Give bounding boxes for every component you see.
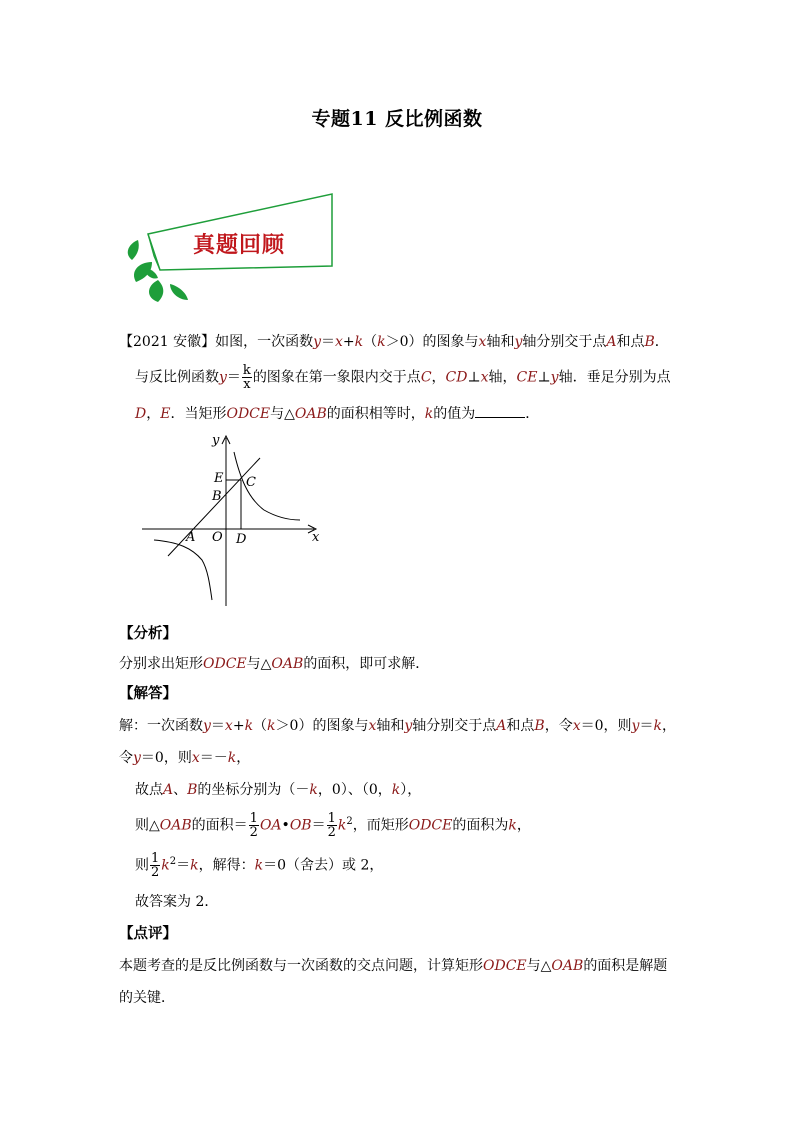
label-B: B — [212, 489, 222, 504]
analysis-header: 【分析】 — [119, 625, 177, 642]
text-span: 解：一次函数 — [119, 718, 203, 734]
fraction-k-over-x — [242, 364, 252, 391]
var-y: y — [404, 718, 413, 734]
fraction-denominator: 2 — [249, 825, 258, 841]
text-span: ， — [431, 369, 446, 386]
point-B: B — [644, 334, 655, 350]
var-k: k — [354, 334, 364, 350]
fraction-numerator: k — [242, 363, 251, 378]
text-span: 的坐标分别为（－ — [197, 782, 310, 798]
text-span: ＝0，则 — [140, 750, 192, 766]
text-span: 轴分别交于点 — [412, 718, 497, 734]
var-x: x — [368, 718, 377, 734]
var-x: x — [224, 718, 233, 734]
point-B: B — [187, 782, 198, 798]
problem-line-3 — [135, 404, 539, 424]
problem-line-1 — [119, 332, 669, 352]
var-x: x — [191, 750, 200, 766]
point-E: E — [160, 406, 171, 422]
text-span: ＝0，则 — [580, 718, 632, 734]
point-C: C — [420, 369, 432, 386]
var-y: y — [550, 369, 559, 386]
text-span: ⊥ — [537, 369, 551, 386]
banner-text: 真题回顾 — [193, 232, 286, 258]
solution-line-2 — [119, 748, 250, 768]
text-span: ． — [525, 406, 540, 422]
text-span: （ — [253, 718, 268, 734]
answer-blank — [475, 404, 525, 418]
rect-ODCE: ODCE — [226, 406, 271, 422]
var-x: x — [572, 718, 581, 734]
var-k: k — [190, 857, 199, 874]
var-y: y — [514, 334, 523, 350]
analysis-text — [119, 654, 429, 674]
segment-CD: CD — [445, 369, 468, 386]
point-A: A — [163, 782, 174, 798]
var-x: x — [478, 334, 487, 350]
var-x: x — [480, 369, 489, 386]
hyperbola-branch-1 — [234, 452, 300, 520]
text-span: ， — [661, 718, 676, 734]
var-k: k — [377, 334, 386, 350]
text-span: 与△ — [270, 406, 295, 422]
text-span: ＞0）的图象与 — [385, 334, 479, 350]
text-span: ＝ — [321, 334, 336, 350]
text-span: ＝0（舍去）或 2， — [263, 857, 384, 874]
text-span: ＝－ — [199, 750, 228, 766]
text-span: 则 — [135, 857, 149, 874]
text-span: 轴和 — [486, 334, 515, 350]
segment-OB: OB — [289, 817, 312, 834]
label-O: O — [212, 530, 223, 545]
text-span: ，0）、（0， — [317, 782, 392, 798]
text-span: （ — [363, 334, 378, 350]
text-span: 轴和 — [376, 718, 405, 734]
triangle-OAB: OAB — [159, 817, 192, 834]
text-span: 和点 — [506, 718, 535, 734]
text-span: ， — [146, 406, 161, 422]
label-D: D — [236, 532, 247, 547]
text-span: 的图象在第一象限内交于点 — [252, 369, 421, 386]
triangle-OAB: OAB — [551, 958, 584, 974]
label-C: C — [246, 475, 256, 490]
var-x: x — [335, 334, 343, 350]
var-k: k — [254, 857, 264, 874]
text-span: 轴分别交于点 — [522, 334, 607, 350]
var-k: k — [161, 857, 170, 874]
var-y: y — [219, 369, 227, 386]
page-title: 专题11 反比例函数 — [311, 108, 483, 130]
text-span: 的面积相等时， — [326, 406, 425, 422]
label-y: y — [212, 433, 220, 448]
text-span: ⊥ — [467, 369, 481, 386]
function-graph-figure — [138, 430, 328, 610]
text-span: ，解得： — [198, 857, 255, 874]
var-k: k — [267, 718, 276, 734]
fraction-numerator: 1 — [151, 851, 160, 867]
text-span: 轴．垂足分别为点 — [558, 369, 671, 386]
text-span: ＝ — [311, 817, 326, 834]
point-B: B — [534, 718, 545, 734]
solution-line-4 — [135, 812, 531, 839]
text-span: 与反比例函数 — [135, 369, 219, 386]
fraction-one-half — [249, 812, 259, 839]
text-span: ，而矩形 — [352, 817, 409, 834]
text-span: 和点 — [616, 334, 645, 350]
var-k: k — [244, 718, 254, 734]
comment-header: 【点评】 — [119, 925, 177, 942]
text-span: 的面积为 — [452, 817, 509, 834]
var-y: y — [313, 334, 322, 350]
text-span: 则△ — [135, 817, 160, 834]
text-span: ． — [654, 334, 669, 350]
solution-header: 【解答】 — [119, 685, 177, 702]
var-k: k — [424, 406, 434, 422]
point-A: A — [606, 334, 617, 350]
label-x: x — [312, 530, 320, 545]
var-k: k — [653, 718, 662, 734]
fraction-numerator: 1 — [249, 811, 258, 827]
text-span: 、 — [173, 782, 188, 798]
var-k: k — [337, 817, 347, 834]
text-span: 与△ — [526, 958, 552, 974]
var-k: k — [227, 750, 237, 766]
rect-ODCE: ODCE — [203, 656, 247, 672]
segment-CE: CE — [516, 369, 538, 386]
fraction-numerator: 1 — [327, 811, 336, 827]
var-k: k — [508, 817, 517, 834]
rect-ODCE: ODCE — [483, 958, 527, 974]
solution-line-3 — [135, 780, 421, 800]
text-span: ＞0）的图象与 — [275, 718, 369, 734]
text-span: ， — [516, 817, 531, 834]
text-span: • — [281, 817, 290, 834]
var-k: k — [309, 782, 318, 798]
text-span: ，令 — [544, 718, 573, 734]
text-span: 的面积，即可求解． — [303, 656, 430, 672]
triangle-OAB: OAB — [271, 656, 304, 672]
text-span: + — [342, 334, 355, 350]
comment-line-2: 的关键． — [119, 990, 175, 1006]
exponent: 2 — [346, 816, 353, 827]
text-span: ．当矩形 — [170, 406, 227, 422]
text-span: 令 — [119, 750, 133, 766]
text-span: 的面积＝ — [191, 817, 248, 834]
solution-line-6: 故答案为 2． — [135, 894, 219, 910]
label-A: A — [186, 530, 196, 545]
point-D: D — [135, 406, 147, 422]
fraction-one-half — [327, 812, 337, 839]
fraction-denominator: 2 — [327, 825, 336, 841]
fraction-denominator: x — [243, 377, 251, 392]
text-span: 分别求出矩形 — [119, 656, 203, 672]
text-span: ＝ — [226, 369, 241, 386]
label-E: E — [214, 471, 224, 486]
text-span: 的值为 — [433, 406, 476, 422]
var-y: y — [631, 718, 640, 734]
exponent: 2 — [169, 856, 177, 867]
text-span: 故点 — [135, 782, 163, 798]
hyperbola-branch-3 — [154, 540, 212, 600]
text-span: ＝ — [210, 718, 225, 734]
text-span: 轴， — [488, 369, 517, 386]
text-span: 与△ — [246, 656, 272, 672]
text-span: ， — [236, 750, 251, 766]
problem-source: 【2021 安徽】 — [119, 334, 216, 350]
text-span: + — [232, 718, 245, 734]
text-span: ）， — [400, 782, 422, 798]
text-span: 的面积是解题 — [583, 958, 668, 974]
var-y: y — [133, 750, 141, 766]
segment-OA: OA — [259, 817, 282, 834]
comment-line-1 — [119, 956, 667, 976]
point-A: A — [496, 718, 507, 734]
problem-line-2 — [135, 364, 671, 391]
text-span: 本题考查的是反比例函数与一次函数的交点问题，计算矩形 — [119, 958, 483, 974]
text-span: ＝ — [176, 857, 191, 874]
var-k: k — [391, 782, 401, 798]
fraction-denominator: 2 — [151, 865, 160, 881]
var-y: y — [203, 718, 211, 734]
text-span: 如图，一次函数 — [215, 334, 314, 350]
triangle-OAB: OAB — [294, 406, 327, 422]
fraction-one-half — [150, 852, 160, 879]
solution-line-5 — [135, 852, 383, 879]
solution-line-1 — [119, 716, 676, 736]
rect-ODCE: ODCE — [408, 817, 453, 834]
text-span: ＝ — [639, 718, 654, 734]
